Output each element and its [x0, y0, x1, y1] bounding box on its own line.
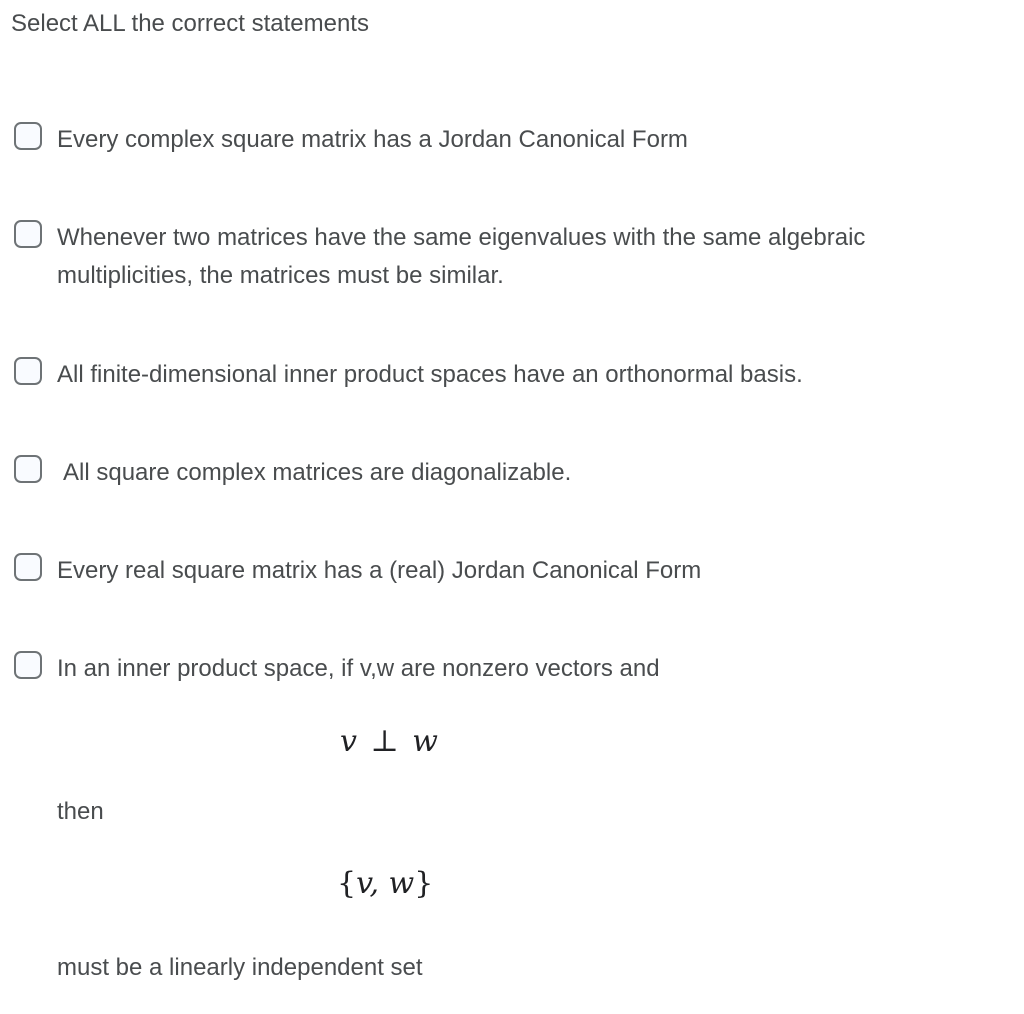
final-text: must be a linearly independent set — [57, 954, 423, 981]
then-text: then — [57, 798, 104, 825]
math-brace-open: { — [337, 866, 357, 901]
question-prompt: Select ALL the correct statements — [11, 10, 369, 37]
checkbox[interactable] — [14, 455, 42, 483]
option-label: Whenever two matrices have the same eigenvalues with the same algebraic multiplicities, the matrices must be similar. — [57, 224, 866, 289]
checkbox[interactable] — [14, 651, 42, 679]
math-brace-close: } — [414, 866, 434, 901]
option-label: In an inner product space, if v,w are nonzero vectors and — [57, 655, 660, 682]
math-var-v: v — [340, 724, 357, 759]
option-label: Every complex square matrix has a Jordan Canonical Form — [57, 126, 688, 153]
math-set — [337, 866, 433, 901]
option-label: Every real square matrix has a (real) Jordan Canonical Form — [57, 557, 702, 584]
math-set-content: v, w — [356, 866, 415, 901]
checkbox[interactable] — [14, 357, 42, 385]
checkbox[interactable] — [14, 220, 42, 248]
checkbox[interactable] — [14, 122, 42, 150]
option-label: All finite-dimensional inner product spaces have an orthonormal basis. — [57, 361, 803, 388]
perpendicular-symbol: ⊥ — [370, 724, 399, 759]
option-label: All square complex matrices are diagonalizable. — [63, 459, 572, 486]
math-var-w: w — [412, 724, 438, 759]
math-perpendicular — [340, 724, 438, 759]
checkbox[interactable] — [14, 553, 42, 581]
